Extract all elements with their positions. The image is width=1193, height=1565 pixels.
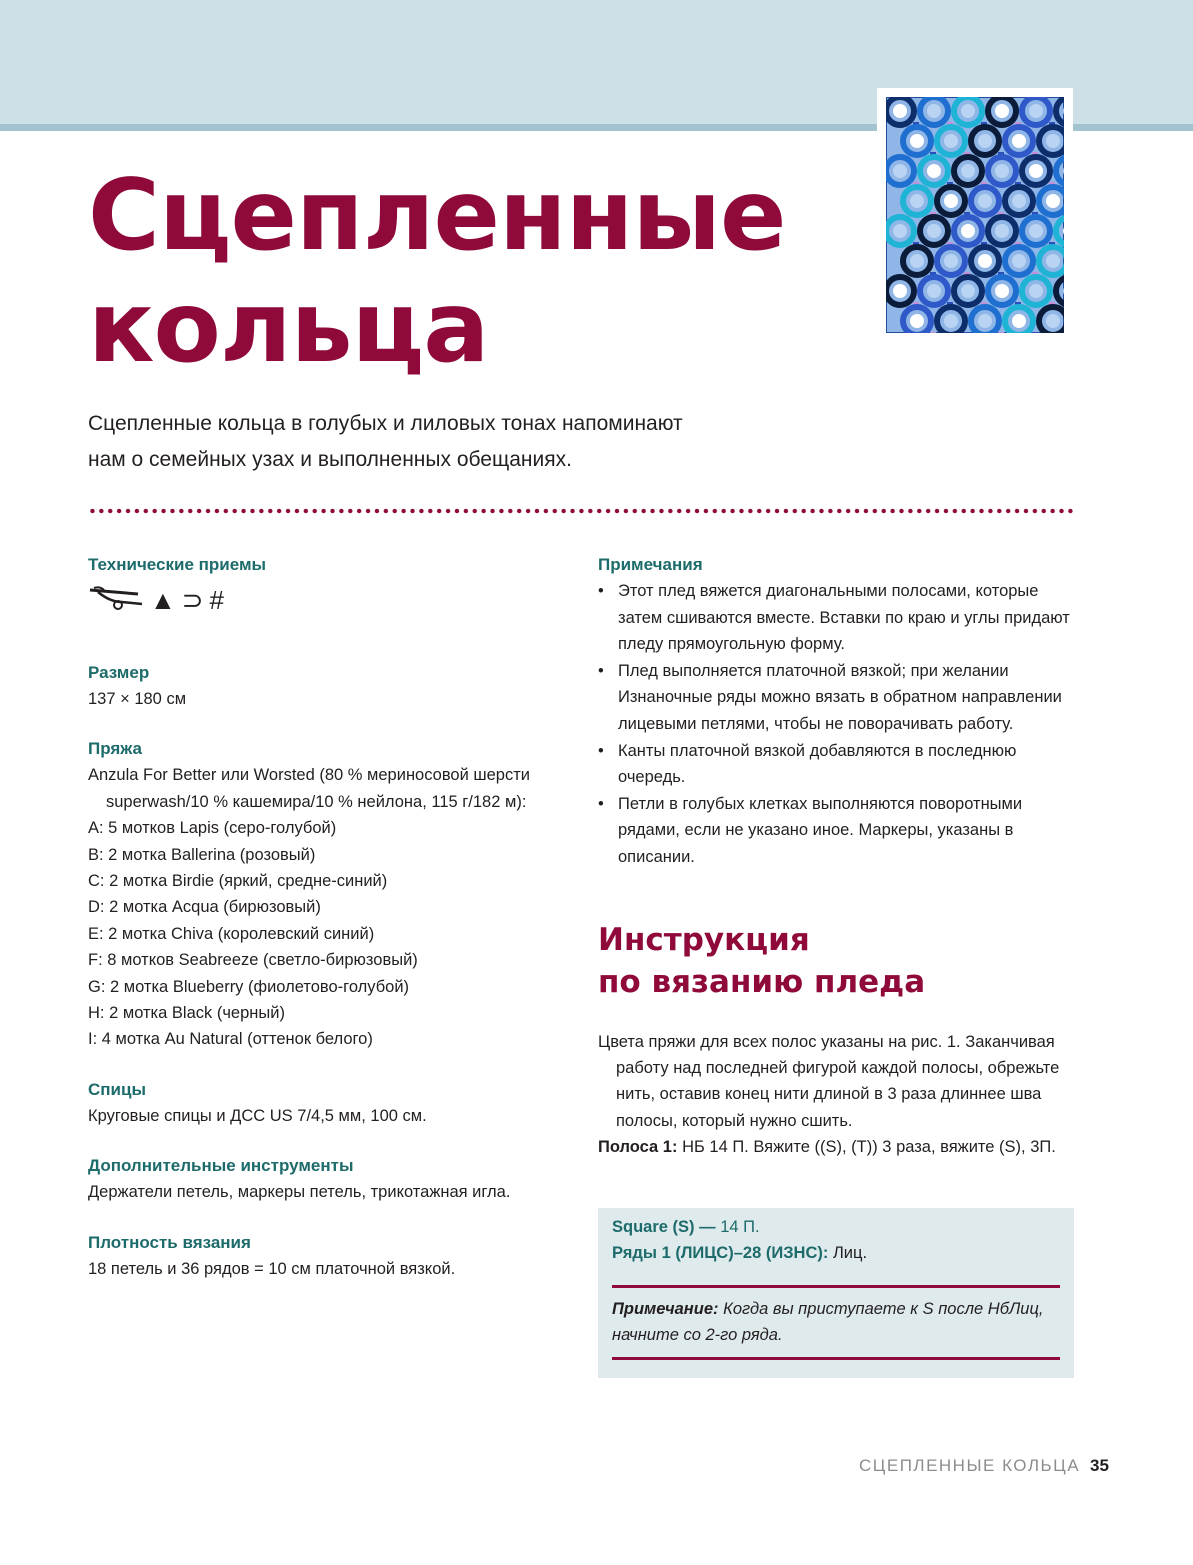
needles-section [88, 1077, 578, 1129]
gauge-heading: Плотность вязания [88, 1232, 251, 1252]
box-rule-bottom [612, 1357, 1060, 1360]
box-rule-top [612, 1285, 1060, 1288]
quilt-center [995, 164, 1009, 178]
intro-text [88, 406, 788, 478]
note-text: Канты платочной вязкой добавляются в последнюю очередь. [618, 741, 1017, 787]
left-column [88, 552, 578, 1282]
quilt-center [1012, 134, 1026, 148]
quilt-center [961, 164, 975, 178]
quilt-center [893, 104, 907, 118]
dotted-divider [88, 507, 1076, 515]
intro-line-2: нам о семейных узах и выполненных обещаниях. [88, 448, 572, 471]
box-note-label: Примечание: [612, 1299, 719, 1318]
quilt-center [910, 194, 924, 208]
technique-icons [88, 582, 578, 618]
quilt-center [1029, 104, 1043, 118]
size-value: 137 × 180 см [88, 690, 187, 708]
quilt-center [927, 164, 941, 178]
right-column [598, 552, 1078, 1161]
quilt-square [964, 332, 970, 333]
note-text: Петли в голубых клетках выполняются поворотными рядами, если не указано иное. Маркеры, указаны в описании. [618, 794, 1023, 866]
yarn-item: D: 2 мотка Acqua (бирюзовый) [88, 898, 321, 917]
notes-heading: Примечания [598, 555, 703, 574]
instructions-heading-line-2: по вязанию пледа [598, 963, 926, 1000]
quilt-center [995, 224, 1009, 238]
quilt-center [961, 284, 975, 298]
box-note-text: Когда вы приступаете к S после НбЛиц, начните со 2-го ряда. [612, 1299, 1044, 1345]
quilt-preview-image [886, 97, 1064, 333]
bullet-icon: • [598, 582, 604, 600]
intro-line-1: Сцепленные кольца в голубых и лиловых тонах напоминают [88, 412, 683, 435]
quilt-center [995, 284, 1009, 298]
quilt-center [1029, 284, 1043, 298]
quilt-square [998, 332, 1004, 333]
quilt-center [927, 104, 941, 118]
quilt-center [910, 314, 924, 328]
quilt-thumbnail [877, 88, 1073, 342]
page-number: 35 [1090, 1456, 1109, 1475]
quilt-center [1012, 254, 1026, 268]
quilt-center [1012, 194, 1026, 208]
yarn-item: G: 2 мотка Blueberry (фиолетово-голубой) [88, 977, 410, 996]
quilt-center [927, 284, 941, 298]
instructions-heading [598, 919, 1078, 1003]
yarn-item: H: 2 мотка Black (черный) [88, 1004, 285, 1023]
quilt-center [978, 254, 992, 268]
rows-value: Лиц. [832, 1244, 868, 1263]
yarn-item: E: 2 мотка Chiva (королевский синий) [88, 924, 375, 943]
quilt-center [1029, 224, 1043, 238]
title-line-1: Сцепленные [88, 159, 786, 273]
quilt-center [893, 164, 907, 178]
square-count: 14 П. [720, 1218, 760, 1236]
hash-icon: # [209, 584, 224, 615]
quilt-center [1046, 254, 1060, 268]
bullet-icon: • [598, 661, 604, 680]
quilt-center [978, 194, 992, 208]
quilt-center [978, 134, 992, 148]
quilt-center [961, 104, 975, 118]
quilt-center [961, 224, 975, 238]
pattern-box [598, 1208, 1074, 1378]
tools-value: Держатели петель, маркеры петель, трикотажная игла. [88, 1183, 511, 1202]
strip-label: Полоса 1: [598, 1138, 678, 1157]
tools-section [88, 1153, 578, 1205]
page-title [88, 160, 786, 384]
quilt-center [944, 254, 958, 268]
quilt-square [930, 332, 936, 333]
square-label: Square (S) — [612, 1218, 716, 1236]
note-item [598, 791, 1078, 871]
quilt-center [893, 224, 907, 238]
quilt-center [1046, 194, 1060, 208]
instructions-heading-line-1: Инструкция [598, 921, 810, 958]
footer-section-label: СЦЕПЛЕННЫЕ КОЛЬЦА [859, 1456, 1081, 1475]
arc-icon: ⊃ [181, 584, 204, 615]
quilt-center [944, 134, 958, 148]
note-text: Плед выполняется платочной вязкой; при желании Изнаночные ряды можно вязать в обратном направлении лицевыми петлями, чтобы не поворачивать работу. [618, 661, 1062, 733]
note-item [598, 738, 1078, 791]
size-section [88, 660, 578, 712]
quilt-center [944, 314, 958, 328]
notes-list [598, 578, 1078, 871]
size-heading: Размер [88, 663, 150, 682]
gauge-section [88, 1230, 578, 1282]
yarn-item: I: 4 мотка Au Natural (оттенок белого) [88, 1030, 373, 1049]
techniques-heading: Технические приемы [88, 555, 267, 574]
quilt-center [1029, 164, 1043, 178]
quilt-center [893, 284, 907, 298]
note-text: Этот плед вяжется диагональными полосами, которые затем сшиваются вместе. Вставки по краю и углы придают пледу прямоугольную форму. [618, 582, 1070, 654]
gauge-value: 18 петель и 36 рядов = 10 см платочной вязкой. [88, 1259, 456, 1278]
quilt-center [995, 104, 1009, 118]
rows-line [612, 1240, 1060, 1266]
yarn-item: A: 5 мотков Lapis (серо-голубой) [88, 819, 337, 838]
rows-label: Ряды 1 (ЛИЦС)–28 (ИЗНС): [612, 1244, 829, 1263]
quilt-center [944, 194, 958, 208]
yarn-section [88, 736, 578, 1052]
quilt-center [927, 224, 941, 238]
needles-heading: Спицы [88, 1079, 146, 1099]
quilt-center [1046, 314, 1060, 328]
yarn-item: F: 8 мотков Seabreeze (светло-бирюзовый) [88, 951, 418, 970]
scissors-icon [88, 584, 144, 617]
title-line-2: кольца [88, 271, 489, 385]
square-line [612, 1214, 1060, 1240]
instructions-paragraph: Цвета пряжи для всех полос указаны на рис. 1. Заканчивая работу над последней фигурой каждой полосы, обрежьте нить, оставив конец нити длиной в 3 раза длиннее шва полосы, который нужно сшить. [598, 1032, 1060, 1130]
note-item [598, 658, 1078, 738]
yarn-heading: Пряжа [88, 739, 143, 759]
strip-text: НБ 14 П. Вяжите ((S), (T)) 3 раза, вяжите (S), 3П. [682, 1138, 1056, 1157]
yarn-description: Anzula For Better или Worsted (80 % мериносовой шерсти superwash/10 % кашемира/10 % нейлона, 115 г/182 м): [88, 766, 531, 811]
bullet-icon: • [598, 794, 604, 813]
needles-value: Круговые спицы и ДСС US 7/4,5 мм, 100 см. [88, 1106, 427, 1125]
bullet-icon: • [598, 741, 604, 760]
quilt-center [910, 134, 924, 148]
tools-heading: Дополнительные инструменты [88, 1156, 354, 1176]
quilt-square [1032, 332, 1038, 333]
yarn-item: B: 2 мотка Ballerina (розовый) [88, 845, 316, 864]
strip-1-line [598, 1134, 1078, 1160]
triangle-icon: ▲ [150, 584, 176, 615]
yarn-item: C: 2 мотка Birdie (яркий, средне-синий) [88, 872, 388, 891]
quilt-center [910, 254, 924, 268]
box-note [612, 1296, 1060, 1349]
note-item [598, 578, 1078, 658]
quilt-center [1046, 134, 1060, 148]
quilt-center [978, 314, 992, 328]
quilt-center [1012, 314, 1026, 328]
